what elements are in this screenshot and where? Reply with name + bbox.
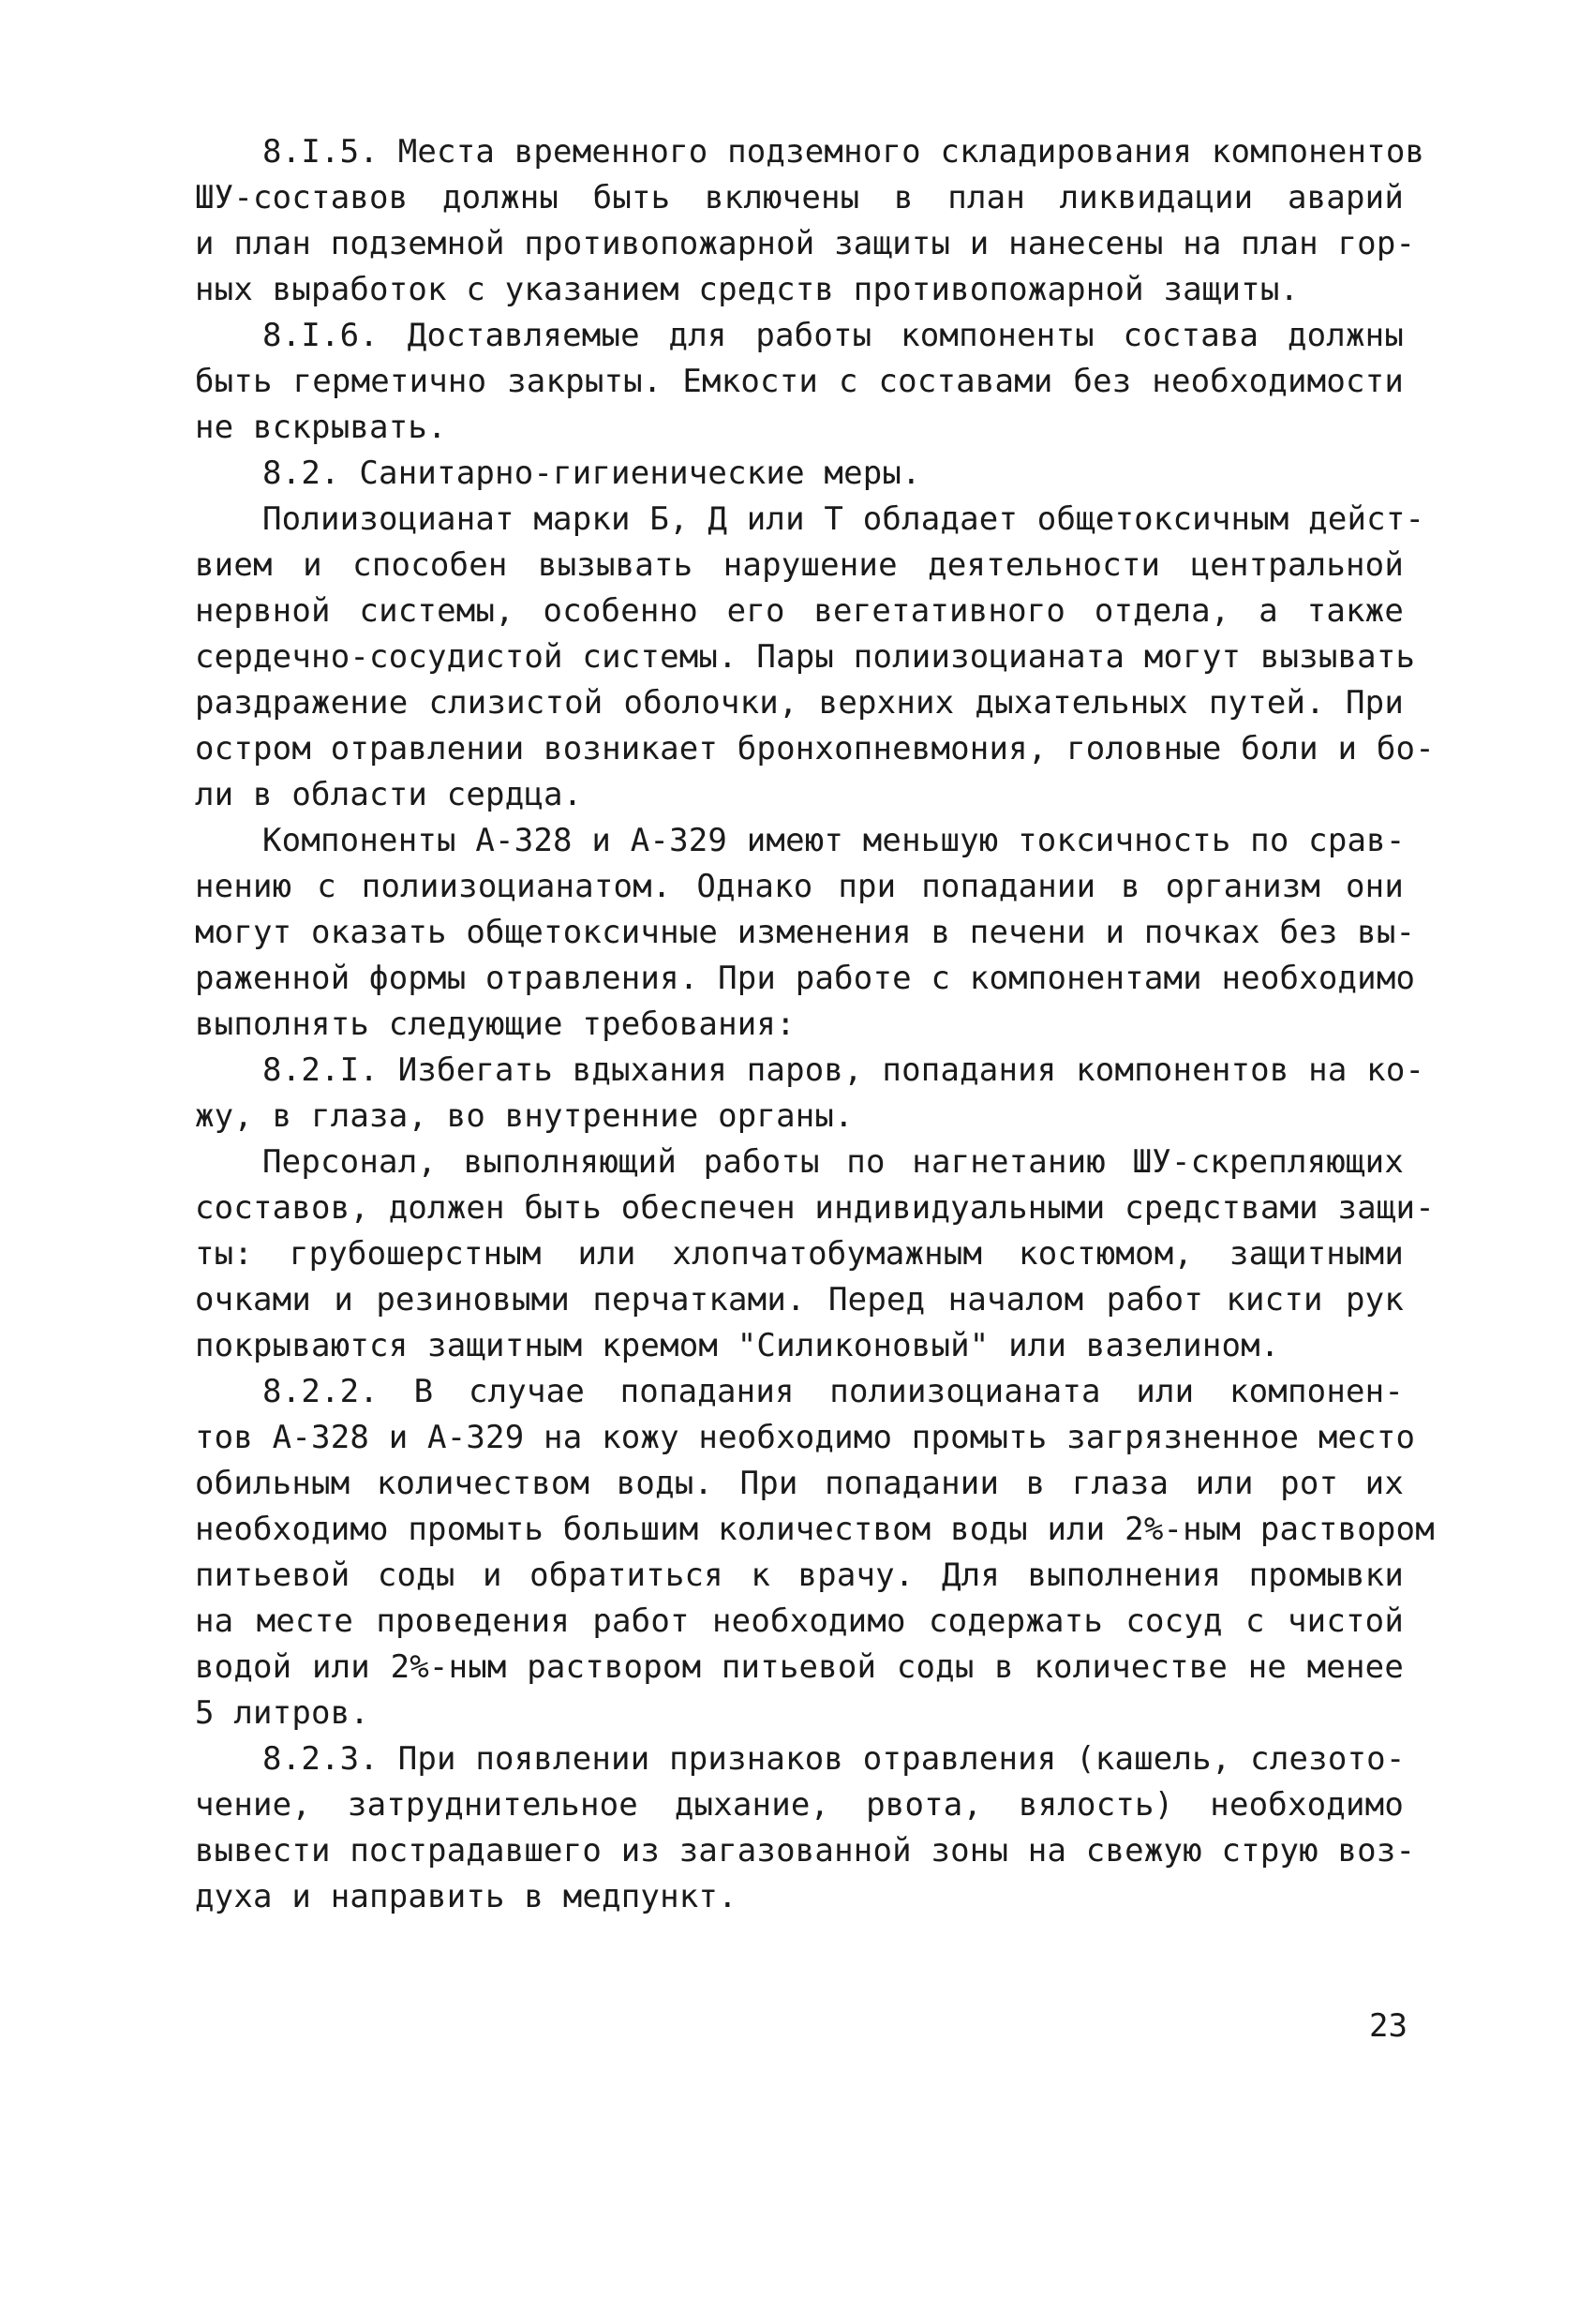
text-line: покрываются защитным кремом "Силиконовый" или вазелином. (195, 1326, 1280, 1364)
text-line: остром отравлении возникает бронхопневмония, головные боли и бо- (195, 729, 1435, 767)
text-line: Компоненты А-328 и А-329 имеют меньшую токсичность по срав- (262, 821, 1406, 859)
text-line: 8.I.5. Места временного подземного складирования компонентов (262, 133, 1425, 171)
text-line: духа и направить в медпункт. (195, 1877, 737, 1915)
text-line: и план подземной противопожарной защиты и нанесены на план гор- (195, 224, 1416, 262)
text-line: ШУ-составов должны быть включены в план ликвидации аварий (195, 178, 1404, 216)
text-line: жу, в глаза, во внутренние органы. (195, 1096, 854, 1135)
text-line: 8.2.2. В случае попадания полиизоцианата или компонен- (262, 1372, 1404, 1410)
text-line: составов, должен быть обеспечен индивидуальными средствами защи- (195, 1188, 1435, 1227)
text-line: нению с полиизоцианатом. Однако при попадании в организм они (195, 867, 1404, 905)
text-line: чение, затруднительное дыхание, рвота, вялость) необходимо (195, 1785, 1404, 1824)
text-line: необходимо промыть большим количеством воды или 2%-ным раствором (195, 1510, 1435, 1548)
text-line: вием и способен вызывать нарушение деятельности центральной (195, 545, 1404, 584)
text-line: сердечно-сосудистой системы. Пары полиизоцианата могут вызывать (195, 637, 1416, 676)
text-line: не вскрывать. (195, 408, 447, 446)
text-line: вывести пострадавшего из загазованной зоны на свежую струю воз- (195, 1831, 1416, 1870)
text-line: 8.2.3. При появлении признаков отравления (кашель, слезото- (262, 1739, 1406, 1778)
text-line: нервной системы, особенно его вегетативного отдела, а также (195, 591, 1404, 630)
text-line: ты: грубошерстным или хлопчатобумажным костюмом, защитными (195, 1234, 1404, 1273)
text-line: тов А-328 и А-329 на кожу необходимо промыть загрязненное место (195, 1418, 1416, 1456)
text-line: на месте проведения работ необходимо содержать сосуд с чистой (195, 1601, 1404, 1640)
page-number: 23 (1369, 2007, 1408, 2045)
text-line: ли в области сердца. (195, 775, 583, 813)
text-line: раздражение слизистой оболочки, верхних дыхательных путей. При (195, 683, 1404, 722)
text-line: раженной формы отравления. При работе с компонентами необходимо (195, 959, 1416, 997)
text-line: быть герметично закрыты. Емкости с составами без необходимости (195, 362, 1404, 400)
text-line: 8.2.I. Избегать вдыхания паров, попадания компонентов на ко- (262, 1050, 1425, 1089)
text-line: Полиизоцианат марки Б, Д или Т обладает общетоксичным дейст- (262, 499, 1425, 538)
text-line: Персонал, выполняющий работы по нагнетанию ШУ-скрепляющих (262, 1142, 1404, 1181)
text-line: 8.I.6. Доставляемые для работы компоненты состава должны (262, 316, 1404, 354)
text-line: 8.2. Санитарно-гигиенические меры. (262, 454, 921, 492)
text-line: обильным количеством воды. При попадании в глаза или рот их (195, 1464, 1404, 1502)
text-line: ных выработок с указанием средств противопожарной защиты. (195, 270, 1300, 308)
text-line: могут оказать общетоксичные изменения в печени и почках без вы- (195, 913, 1416, 951)
text-line: выполнять следующие требования: (195, 1005, 796, 1043)
text-line: 5 литров. (195, 1693, 370, 1732)
text-line: водой или 2%-ным раствором питьевой соды в количестве не менее (195, 1647, 1404, 1686)
text-line: питьевой соды и обратиться к врачу. Для выполнения промывки (195, 1556, 1404, 1594)
text-line: очками и резиновыми перчатками. Перед началом работ кисти рук (195, 1280, 1404, 1318)
